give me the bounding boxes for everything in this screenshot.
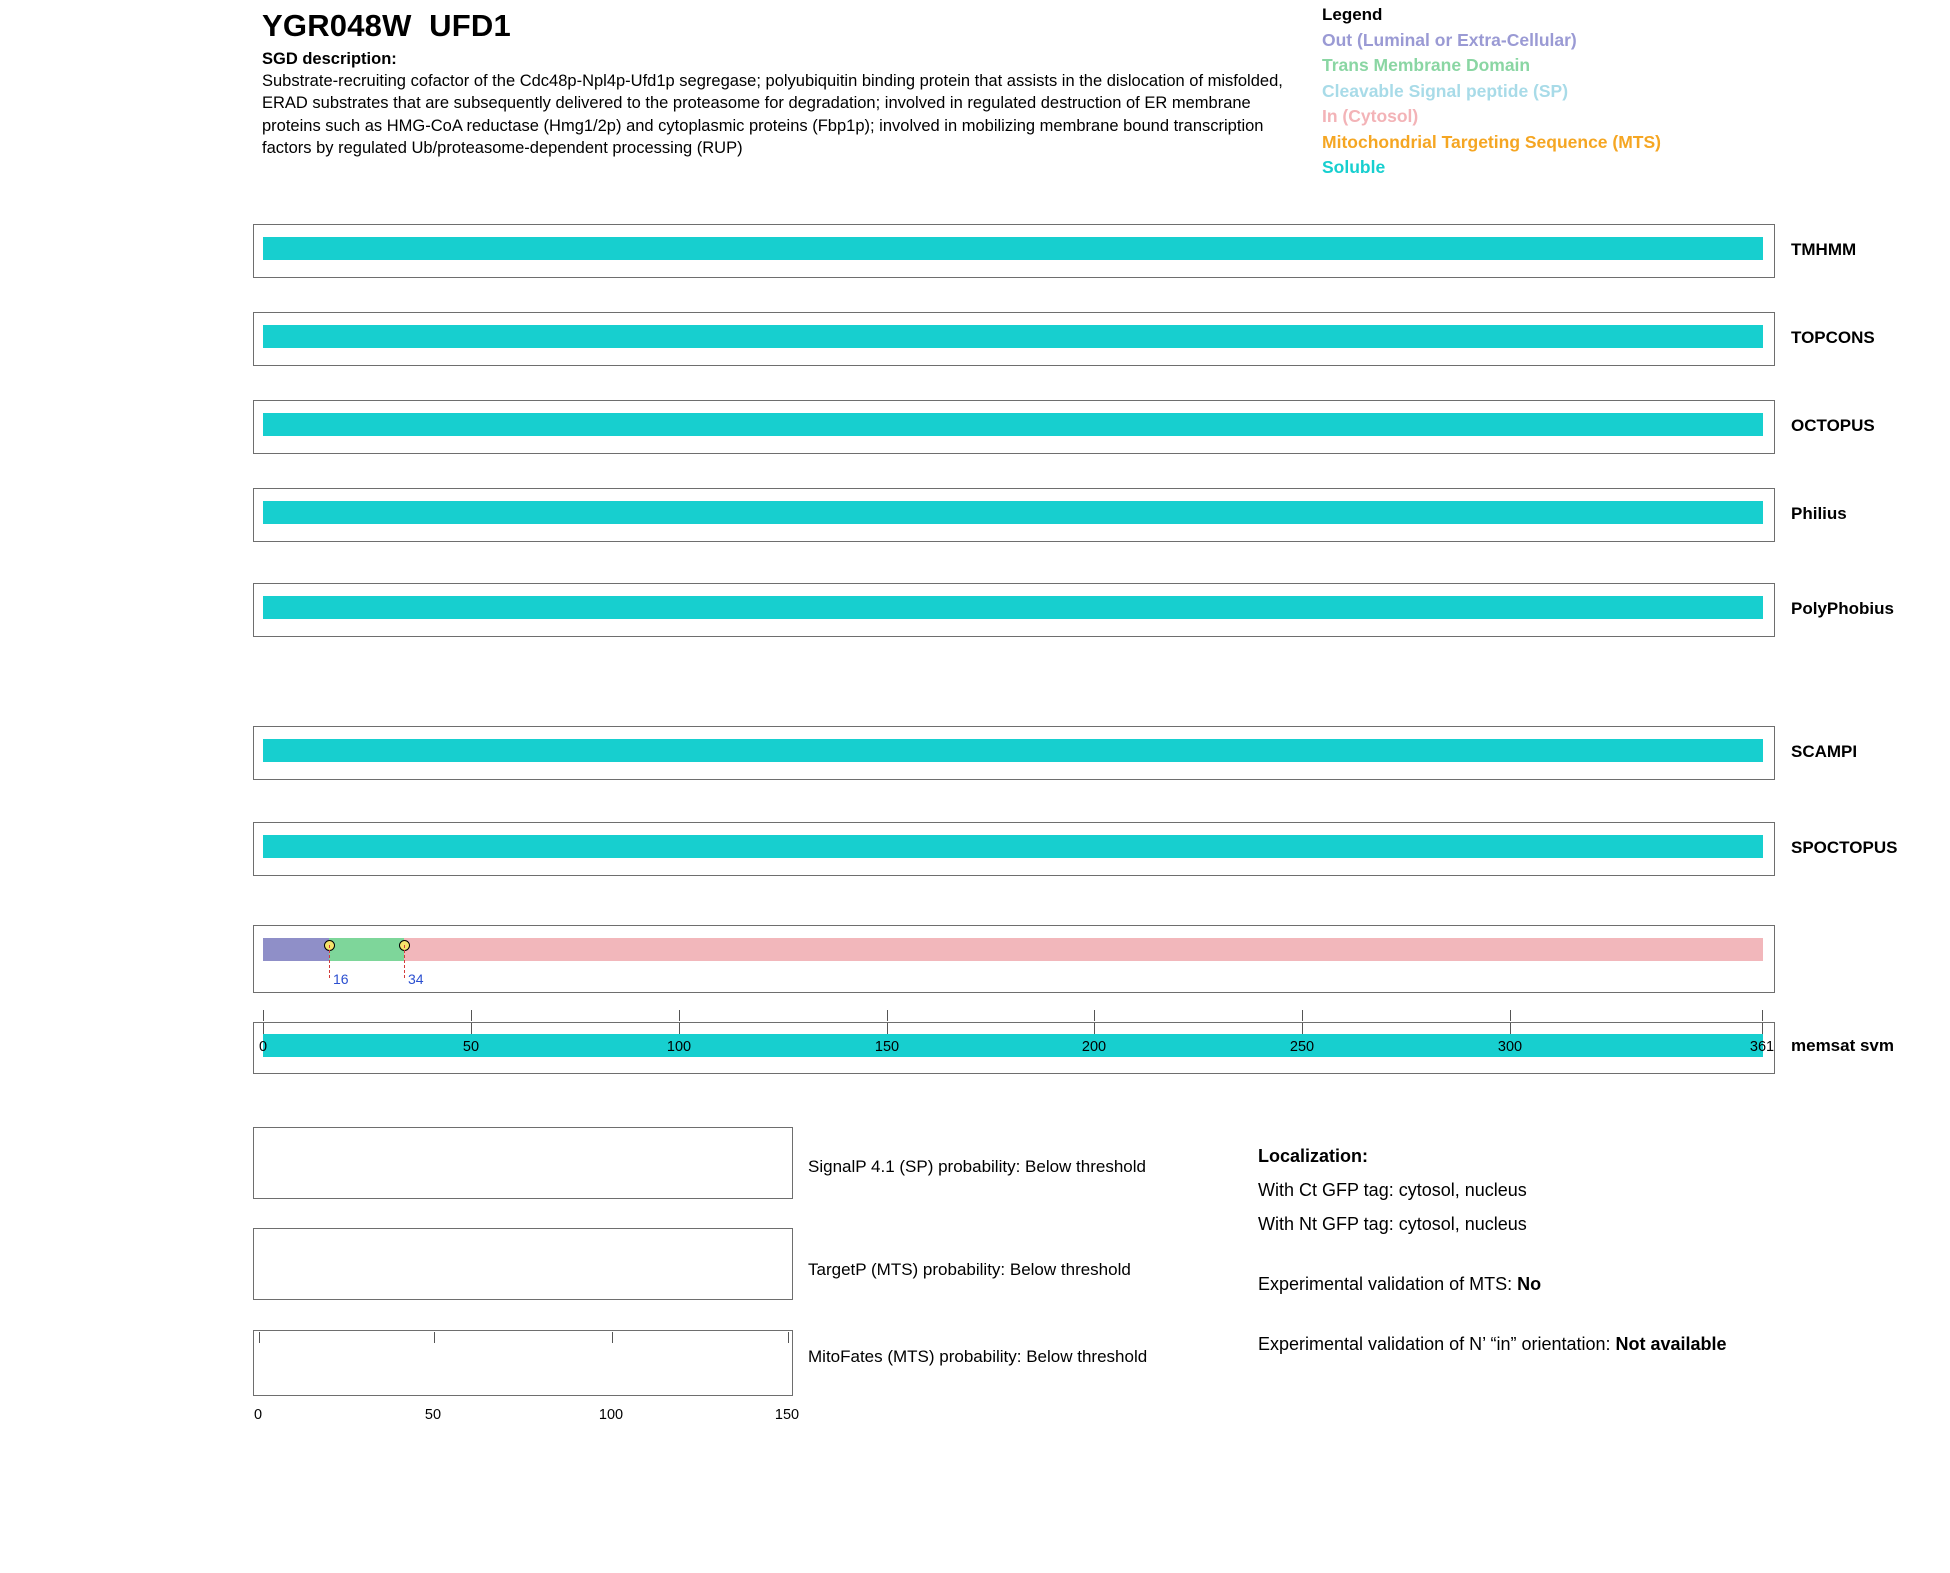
- track-label: memsat svm: [1791, 1036, 1895, 1055]
- mitofates-caption: MitoFates (MTS) probability: Below threshold: [808, 1347, 1148, 1366]
- hmmtop-segment-out: [404, 938, 1763, 961]
- targetp-plot-box: [253, 1228, 793, 1300]
- orientation-validation-label: Experimental validation of N’ “in” orientation:: [1258, 1333, 1616, 1354]
- legend-item-tmd: Trans Membrane Domain: [1322, 55, 1531, 76]
- soluble-bar: [263, 596, 1763, 619]
- track-label: Philius: [1791, 504, 1847, 523]
- mitofates-axis: [253, 1396, 800, 1426]
- axis-tick: [259, 1332, 260, 1343]
- axis-label-0: 0: [253, 1407, 263, 1423]
- axis-tick: [1094, 1010, 1095, 1021]
- axis-label-300: 300: [1497, 1039, 1523, 1055]
- hmmtop-marker-label-16: 16: [333, 971, 349, 987]
- axis-tick: [434, 1332, 435, 1343]
- hmmtop-marker-label-34: 34: [408, 971, 424, 987]
- page-title: YGR048W UFD1: [262, 8, 511, 43]
- legend-item-sp: Cleavable Signal peptide (SP): [1322, 80, 1569, 101]
- mitofates-plot-box: [253, 1330, 793, 1396]
- legend-item-in: In (Cytosol): [1322, 106, 1419, 127]
- axis-tick: [1762, 1010, 1763, 1021]
- axis-tick: [1302, 1010, 1303, 1021]
- main-axis: [253, 1028, 1775, 1072]
- axis-label-200: 200: [1081, 1039, 1107, 1055]
- track-label: PolyPhobius: [1791, 599, 1894, 618]
- axis-label-0: 0: [258, 1039, 268, 1055]
- axis-tick: [612, 1332, 613, 1343]
- soluble-bar: [263, 739, 1763, 762]
- axis-label-50: 50: [462, 1039, 480, 1055]
- legend-item-mts: Mitochondrial Targeting Sequence (MTS): [1322, 131, 1661, 152]
- legend-item-soluble: Soluble: [1322, 156, 1386, 177]
- sgd-description-text: Substrate-recruiting cofactor of the Cdc48p-Npl4p-Ufd1p segregase; polyubiquitin binding protein that assists in the dislocation of misfolded, ERAD substrates that are subsequently delivered to the proteasome for degradation; involved in regulated destruction of ER membrane proteins such as HMG-CoA reductase (Hmg1/2p) and cytoplasmic proteins (Fbp1p); involved in mobilizing membrane bound transcription factors by regulated Ub/proteasome-dependent processing (RUP): [262, 72, 1283, 158]
- mts-validation-line: [1258, 1271, 1898, 1299]
- track-label: SCAMPI: [1791, 742, 1858, 761]
- ct-tag-line: With Ct GFP tag: cytosol, nucleus: [1258, 1179, 1527, 1200]
- track-label: OCTOPUS: [1791, 416, 1875, 435]
- signalp-plot-box: [253, 1127, 793, 1199]
- axis-label-361: 361: [1749, 1039, 1775, 1055]
- orientation-validation-value: Not available: [1615, 1333, 1727, 1354]
- axis-label-250: 250: [1289, 1039, 1315, 1055]
- mts-validation-label: Experimental validation of MTS:: [1258, 1273, 1518, 1294]
- axis-label-100: 100: [666, 1039, 692, 1055]
- track-label: TOPCONS: [1791, 328, 1875, 347]
- hmmtop-segment-tmd: [329, 938, 404, 961]
- axis-label-50: 50: [424, 1407, 442, 1423]
- mts-validation-value: No: [1517, 1273, 1542, 1294]
- soluble-bar: [263, 501, 1763, 524]
- soluble-bar: [263, 237, 1763, 260]
- soluble-bar: [263, 413, 1763, 436]
- track-label: SPOCTOPUS: [1791, 838, 1898, 857]
- soluble-bar: [263, 325, 1763, 348]
- header-block: [262, 8, 1302, 160]
- legend-title: Legend: [1322, 5, 1383, 24]
- hmmtop-marker-line-16: [329, 945, 330, 978]
- orientation-validation-line: [1258, 1331, 1898, 1359]
- sgd-description-label: SGD description:: [262, 50, 397, 68]
- signalp-caption: SignalP 4.1 (SP) probability: Below threshold: [808, 1157, 1146, 1176]
- axis-label-100: 100: [598, 1407, 624, 1423]
- localization-info: [1258, 1143, 1898, 1364]
- axis-tick: [788, 1332, 789, 1343]
- legend: [1322, 5, 1922, 180]
- targetp-caption: TargetP (MTS) probability: Below threshold: [808, 1260, 1131, 1279]
- axis-tick: [1510, 1010, 1511, 1021]
- hmmtop-segment-in: [263, 938, 329, 961]
- track-label: TMHMM: [1791, 240, 1857, 259]
- axis-tick: [263, 1010, 264, 1021]
- localization-title: Localization:: [1258, 1146, 1369, 1166]
- axis-label-150: 150: [774, 1407, 800, 1423]
- axis-tick: [471, 1010, 472, 1021]
- nt-tag-line: With Nt GFP tag: cytosol, nucleus: [1258, 1213, 1527, 1234]
- axis-label-150: 150: [874, 1039, 900, 1055]
- axis-tick: [887, 1010, 888, 1021]
- axis-tick: [679, 1010, 680, 1021]
- legend-item-out: Out (Luminal or Extra-Cellular): [1322, 30, 1577, 50]
- soluble-bar: [263, 835, 1763, 858]
- hmmtop-marker-line-34: [404, 945, 405, 978]
